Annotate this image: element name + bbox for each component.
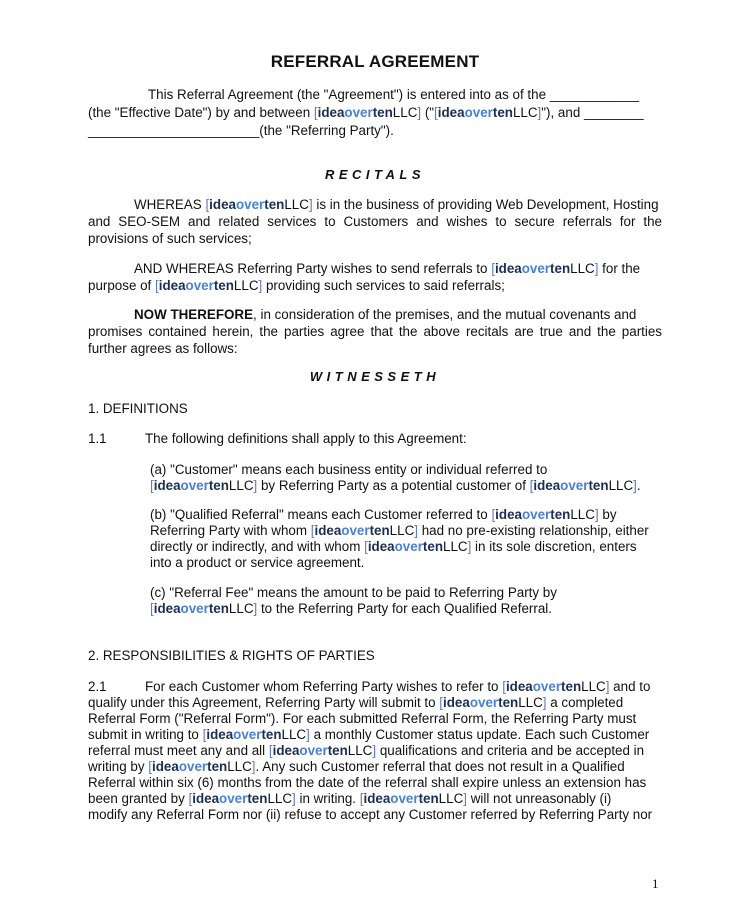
- logo-part-over: over: [394, 539, 423, 554]
- company-suffix: LLC: [570, 261, 595, 276]
- company-name: [439, 695, 546, 710]
- company-name: [150, 478, 257, 493]
- bracket-close: ]: [292, 791, 296, 806]
- intro-text: (": [421, 105, 435, 120]
- clause-text: will not unreasonably (i): [466, 791, 612, 806]
- bracket-open: [: [502, 679, 506, 694]
- bracket-close: ]: [308, 197, 313, 212]
- company-suffix: LLC: [438, 791, 464, 806]
- logo-part-over: over: [180, 478, 209, 493]
- logo-part-ten: ten: [327, 743, 348, 758]
- company-suffix: LLC: [228, 478, 254, 493]
- logo-part-idea: idea: [443, 695, 470, 710]
- definition-text: to the Referring Party for each Qualified Referral.: [257, 601, 552, 616]
- logo-part-idea: idea: [533, 478, 561, 493]
- definition-text: by: [598, 507, 617, 522]
- logo-part-idea: idea: [494, 261, 522, 276]
- clause-text: in writing.: [295, 791, 360, 806]
- logo-part-over: over: [235, 197, 265, 212]
- logo-part-over: over: [521, 261, 551, 276]
- intro-text: "), and ________: [541, 105, 644, 120]
- company-suffix: LLC: [443, 539, 468, 554]
- logo-part-ten: ten: [588, 478, 609, 493]
- company-logo-text: [363, 791, 438, 806]
- clause-text: For each Customer whom Referring Party wishes to refer to: [145, 679, 503, 694]
- company-name: [434, 105, 541, 120]
- and-whereas-line-2: [88, 277, 505, 295]
- section-2-1-line-3: Referral Form ("Referral Form"). For each submitted Referral Form, the Referring Party must: [88, 711, 637, 726]
- logo-part-idea: idea: [192, 791, 220, 806]
- and-whereas-text: purpose of: [88, 278, 155, 293]
- definition-text: had no pre-existing relationship, either: [417, 523, 649, 538]
- company-suffix: LLC: [608, 478, 634, 493]
- section-2-1-number: 2.1: [88, 679, 107, 694]
- logo-part-ten: ten: [208, 601, 229, 616]
- logo-part-over: over: [560, 478, 589, 493]
- company-logo-text: [209, 197, 284, 212]
- now-therefore-line-2: promises contained herein, the parties agree that the above recitals are true and the parties: [88, 324, 662, 339]
- logo-part-over: over: [344, 105, 373, 120]
- company-logo-text: [495, 261, 570, 276]
- company-suffix: LLC: [281, 727, 307, 742]
- bracket-close: ]: [463, 791, 467, 806]
- bracket-open: [: [148, 759, 153, 774]
- bracket-close: ]: [253, 478, 258, 493]
- company-suffix: LLC: [518, 695, 543, 710]
- bracket-open: [: [364, 539, 368, 554]
- logo-part-idea: idea: [158, 278, 186, 293]
- company-suffix: LLC: [284, 197, 309, 212]
- logo-part-over: over: [464, 105, 493, 120]
- clause-text: . Any such Customer referral that does not result in a Qualified: [255, 759, 625, 774]
- document-title: REFERRAL AGREEMENT: [270, 52, 480, 71]
- definition-text: in its sole discretion, enters: [471, 539, 637, 554]
- company-logo-text: [154, 601, 229, 616]
- whereas-line-3: provisions of such services;: [88, 231, 252, 246]
- definition-text: .: [636, 478, 641, 493]
- logo-part-idea: idea: [153, 601, 181, 616]
- now-therefore-text: , in consideration of the premises, and the mutual covenants and: [253, 307, 637, 322]
- logo-part-over: over: [299, 743, 328, 758]
- logo-part-idea: idea: [437, 105, 465, 120]
- whereas-text: WHEREAS: [134, 197, 206, 212]
- company-logo-text: [154, 478, 229, 493]
- logo-part-idea: idea: [209, 197, 236, 212]
- clause-text: qualify under this Agreement, Referring Party will submit to: [88, 695, 440, 710]
- company-suffix: LLC: [228, 601, 254, 616]
- company-suffix: LLC: [233, 278, 259, 293]
- bracket-close: ]: [258, 278, 263, 293]
- company-name: [269, 743, 376, 758]
- company-logo-text: [318, 105, 393, 120]
- whereas-line-2: and SEO-SEM and related services to Customers and wishes to secure referrals for the: [88, 214, 662, 229]
- company-suffix: LLC: [267, 791, 293, 806]
- logo-part-over: over: [219, 791, 248, 806]
- logo-part-idea: idea: [363, 791, 391, 806]
- company-name: [491, 261, 598, 276]
- logo-part-over: over: [469, 695, 499, 710]
- company-name: [150, 601, 257, 616]
- company-logo-text: [368, 539, 443, 554]
- bracket-open: [: [359, 791, 364, 806]
- company-name: [314, 105, 421, 120]
- company-logo-text: [438, 105, 513, 120]
- bracket-open: [: [439, 695, 444, 710]
- logo-part-over: over: [178, 759, 208, 774]
- bracket-close: ]: [306, 727, 310, 742]
- company-suffix: LLC: [347, 743, 373, 758]
- logo-part-over: over: [390, 791, 419, 806]
- clause-text: a completed: [546, 695, 624, 710]
- definition-c-line-1: (c) "Referral Fee" means the amount to be paid to Referring Party by: [150, 585, 557, 600]
- company-suffix: LLC: [389, 523, 415, 538]
- company-suffix: LLC: [392, 105, 418, 120]
- section-2-heading: 2. RESPONSIBILITIES & RIGHTS OF PARTIES: [88, 648, 375, 663]
- company-logo-text: [495, 507, 570, 522]
- company-logo-text: [152, 759, 227, 774]
- definition-b-line-4: into a product or service agreement.: [150, 555, 365, 570]
- logo-part-ten: ten: [561, 679, 582, 694]
- bracket-open: [: [150, 601, 154, 616]
- section-2-1-line-7: Referral within six (6) months from the date of the referral shall expire unless an extension has: [88, 775, 647, 790]
- logo-part-ten: ten: [369, 523, 390, 538]
- company-suffix: LLC: [581, 679, 606, 694]
- definition-a-line-1: (a) "Customer" means each business entity or individual referred to: [150, 462, 548, 477]
- bracket-open: [: [529, 478, 534, 493]
- section-1-heading: 1. DEFINITIONS: [88, 401, 188, 416]
- bracket-close: ]: [594, 507, 599, 522]
- intro-line-1: [148, 86, 639, 104]
- logo-part-idea: idea: [314, 523, 342, 538]
- company-logo-text: [506, 679, 581, 694]
- company-logo-text: [443, 695, 518, 710]
- company-name: [491, 507, 598, 522]
- logo-part-ten: ten: [261, 727, 282, 742]
- bracket-open: [: [491, 507, 496, 522]
- bracket-open: [: [268, 743, 273, 758]
- and-whereas-text: for the: [598, 261, 641, 276]
- and-whereas-line-1: [134, 260, 640, 278]
- bracket-open: [: [310, 523, 315, 538]
- clause-text: and to: [609, 679, 651, 694]
- bracket-open: [: [434, 105, 438, 120]
- whereas-line-1: [134, 196, 659, 214]
- bracket-close: ]: [417, 105, 422, 120]
- logo-part-over: over: [233, 727, 262, 742]
- section-1-1-intro: The following definitions shall apply to this Agreement:: [145, 431, 467, 446]
- definition-c-line-2: [150, 600, 552, 618]
- company-logo-text: [533, 478, 608, 493]
- company-name: [148, 759, 255, 774]
- company-name: [502, 679, 609, 694]
- section-2-1-line-9: modify any Referral Form nor (ii) refuse to accept any Customer referred by Referring Party nor: [88, 807, 653, 822]
- company-suffix: LLC: [570, 507, 595, 522]
- logo-part-idea: idea: [505, 679, 533, 694]
- logo-part-ten: ten: [418, 791, 439, 806]
- logo-part-ten: ten: [422, 539, 444, 554]
- bracket-close: ]: [605, 679, 610, 694]
- bracket-close: ]: [253, 601, 258, 616]
- definition-a-line-2: [150, 477, 641, 495]
- intro-text: _______________________(the "Referring Party").: [88, 123, 394, 138]
- logo-part-idea: idea: [206, 727, 234, 742]
- definition-text: directly or indirectly, and with whom: [150, 539, 365, 554]
- logo-part-ten: ten: [550, 261, 571, 276]
- clause-text: been granted by: [88, 791, 189, 806]
- logo-part-ten: ten: [372, 105, 393, 120]
- now-therefore-line-3: further agrees as follows:: [88, 341, 238, 356]
- logo-part-ten: ten: [264, 197, 285, 212]
- whereas-text: is in the business of providing Web Development, Hosting: [312, 197, 659, 212]
- intro-text: (the "Effective Date") by and between: [88, 105, 314, 120]
- company-logo-text: [159, 278, 234, 293]
- bracket-open: [: [202, 727, 207, 742]
- logo-part-ten: ten: [213, 278, 234, 293]
- company-logo-text: [273, 743, 348, 758]
- logo-part-ten: ten: [207, 759, 228, 774]
- company-logo-text: [192, 791, 267, 806]
- bracket-close: ]: [467, 539, 472, 554]
- company-name: [155, 278, 262, 293]
- company-name: [530, 478, 637, 493]
- logo-part-idea: idea: [367, 539, 395, 554]
- logo-part-ten: ten: [550, 507, 571, 522]
- witnesseth-heading: WITNESSETH: [309, 369, 441, 384]
- definition-text: Referring Party with whom: [150, 523, 311, 538]
- clause-text: referral must meet any and all: [88, 743, 269, 758]
- logo-part-idea: idea: [317, 105, 345, 120]
- bracket-open: [: [491, 261, 495, 276]
- company-name: [311, 523, 418, 538]
- bracket-open: [: [155, 278, 159, 293]
- logo-part-idea: idea: [153, 478, 181, 493]
- now-therefore-line-1: [134, 306, 636, 324]
- bracket-open: [: [188, 791, 193, 806]
- intro-text: This Referral Agreement (the "Agreement") is entered into as of the ____________: [148, 87, 640, 102]
- company-name: [189, 791, 296, 806]
- bracket-open: [: [313, 105, 318, 120]
- company-suffix: LLC: [512, 105, 538, 120]
- bracket-close: ]: [537, 105, 542, 120]
- clause-text: submit in writing to: [88, 727, 203, 742]
- bracket-open: [: [150, 478, 154, 493]
- bracket-close: ]: [542, 695, 547, 710]
- intro-line-2: [88, 104, 644, 122]
- company-name: [360, 791, 467, 806]
- bracket-close: ]: [372, 743, 377, 758]
- bracket-close: ]: [251, 759, 256, 774]
- bracket-open: [: [205, 197, 210, 212]
- bracket-close: ]: [633, 478, 637, 493]
- bracket-close: ]: [594, 261, 599, 276]
- company-logo-text: [206, 727, 281, 742]
- now-therefore-bold: NOW THEREFORE: [134, 307, 254, 322]
- intro-line-3: [88, 122, 394, 140]
- section-1-1-number: 1.1: [88, 431, 107, 446]
- company-suffix: LLC: [227, 759, 252, 774]
- bracket-close: ]: [414, 523, 418, 538]
- page-number: 1: [652, 876, 659, 891]
- logo-part-over: over: [532, 679, 562, 694]
- definition-text: by Referring Party as a potential customer of: [257, 478, 530, 493]
- recitals-heading: RECITALS: [324, 167, 426, 182]
- company-name: [205, 197, 312, 212]
- logo-part-over: over: [180, 601, 209, 616]
- clause-text: qualifications and criteria and be accepted in: [376, 743, 645, 758]
- clause-text: writing by: [88, 759, 149, 774]
- logo-part-over: over: [521, 507, 551, 522]
- logo-part-idea: idea: [272, 743, 300, 758]
- logo-part-over: over: [185, 278, 214, 293]
- company-logo-text: [314, 523, 389, 538]
- logo-part-idea: idea: [152, 759, 179, 774]
- company-name: [203, 727, 310, 742]
- company-name: [364, 539, 471, 554]
- logo-part-ten: ten: [208, 478, 229, 493]
- logo-part-ten: ten: [498, 695, 519, 710]
- and-whereas-text: AND WHEREAS Referring Party wishes to send referrals to: [134, 261, 492, 276]
- logo-part-over: over: [341, 523, 370, 538]
- clause-text: a monthly Customer status update. Each such Customer: [309, 727, 650, 742]
- logo-part-ten: ten: [247, 791, 268, 806]
- logo-part-idea: idea: [495, 507, 522, 522]
- logo-part-ten: ten: [492, 105, 513, 120]
- and-whereas-text: providing such services to said referrals;: [262, 278, 505, 293]
- definition-text: (b) "Qualified Referral" means each Customer referred to: [150, 507, 492, 522]
